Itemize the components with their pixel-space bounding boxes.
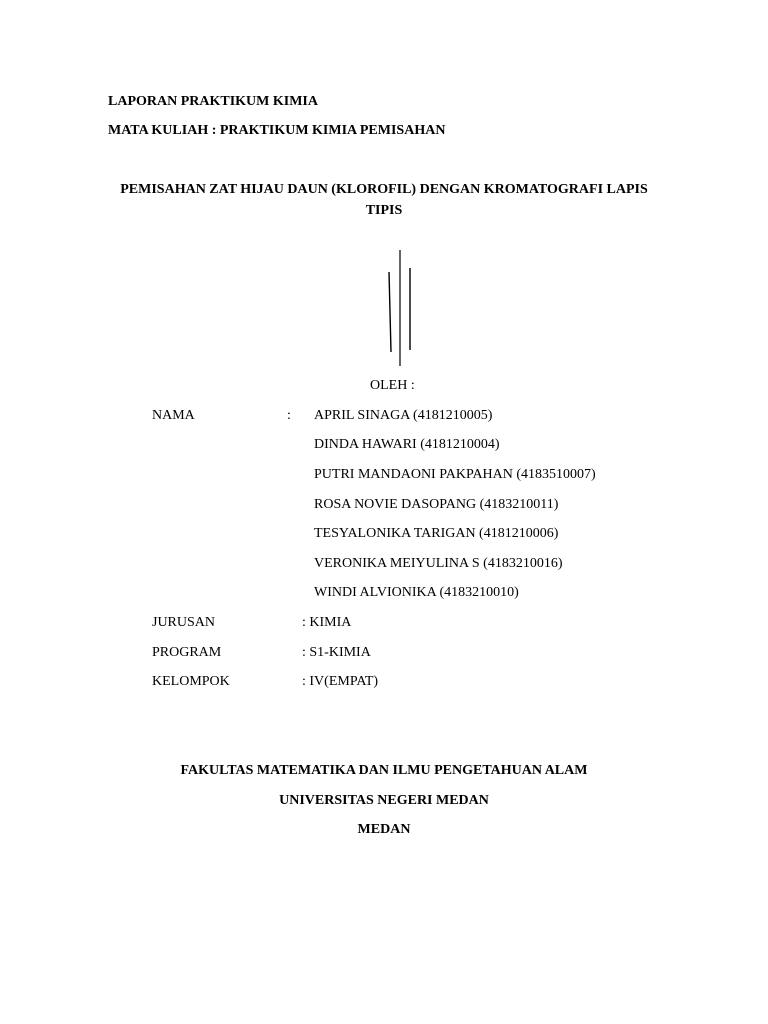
- program-value: : S1-KIMIA: [302, 645, 371, 660]
- list-item: VERONIKA MEIYULINA S (4183210016): [314, 556, 563, 571]
- course-name: MATA KULIAH : PRAKTIKUM KIMIA PEMISAHAN: [108, 123, 446, 138]
- department-value: : KIMIA: [302, 615, 352, 630]
- name-separator: :: [287, 408, 291, 423]
- city-name: MEDAN: [357, 822, 411, 837]
- group-label: KELOMPOK: [152, 674, 230, 689]
- name-label: NAMA: [152, 408, 195, 423]
- faculty-name: FAKULTAS MATEMATIKA DAN ILMU PENGETAHUAN ALAM: [180, 763, 588, 778]
- list-item: DINDA HAWARI (4181210004): [314, 437, 500, 452]
- group-value: : IV(EMPAT): [302, 674, 379, 689]
- program-label: PROGRAM: [152, 645, 222, 660]
- list-item: APRIL SINAGA (4181210005): [314, 408, 493, 423]
- list-item: PUTRI MANDAONI PAKPAHAN (4183510007): [314, 467, 596, 482]
- by-label: OLEH :: [370, 378, 415, 393]
- report-title: LAPORAN PRAKTIKUM KIMIA: [108, 94, 318, 109]
- topic-title-line-2: TIPIS: [365, 203, 403, 218]
- list-item: WINDI ALVIONIKA (4183210010): [314, 585, 519, 600]
- topic-title-line-1: PEMISAHAN ZAT HIJAU DAUN (KLOROFIL) DENGAN KROMATOGRAFI LAPIS: [120, 182, 648, 197]
- list-item: ROSA NOVIE DASOPANG (4183210011): [314, 497, 559, 512]
- university-logo-icon: [380, 248, 420, 372]
- university-name: UNIVERSITAS NEGERI MEDAN: [279, 793, 489, 808]
- list-item: TESYALONIKA TARIGAN (4181210006): [314, 526, 559, 541]
- department-label: JURUSAN: [152, 615, 216, 630]
